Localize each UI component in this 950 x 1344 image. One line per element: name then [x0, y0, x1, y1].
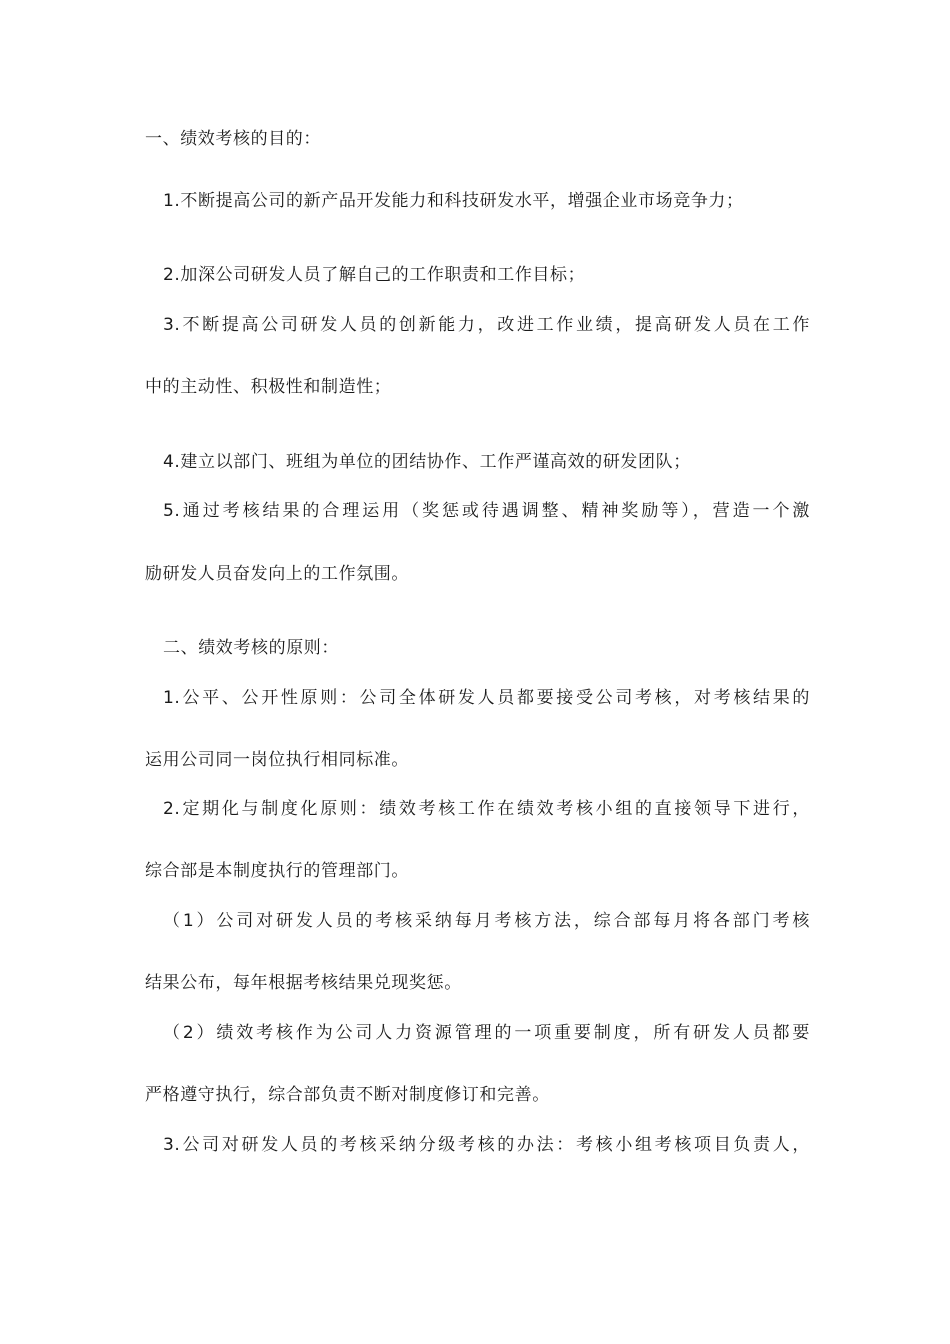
- paragraph-line: 中的主动性、积极性和制造性；: [145, 377, 392, 397]
- paragraph-line: 2.定期化与制度化原则：绩效考核工作在绩效考核小组的直接领导下进行，: [163, 799, 810, 819]
- paragraph-line: 结果公布，每年根据考核结果兑现奖惩。: [145, 973, 462, 993]
- paragraph-line: 综合部是本制度执行的管理部门。: [145, 861, 409, 881]
- paragraph-line: （1）公司对研发人员的考核采纳每月考核方法，综合部每月将各部门考核: [163, 911, 810, 931]
- paragraph-line: 4.建立以部门、班组为单位的团结协作、工作严谨高效的研发团队；: [163, 452, 691, 472]
- paragraph-line: （2）绩效考核作为公司人力资源管理的一项重要制度，所有研发人员都要: [163, 1023, 810, 1043]
- paragraph-line: 严格遵守执行，综合部负责不断对制度修订和完善。: [145, 1085, 550, 1105]
- section-heading-principles: 二、绩效考核的原则：: [163, 638, 339, 658]
- paragraph-line: 运用公司同一岗位执行相同标准。: [145, 750, 409, 770]
- paragraph-line: 3.公司对研发人员的考核采纳分级考核的办法：考核小组考核项目负责人，: [163, 1135, 810, 1155]
- paragraph-line: 5.通过考核结果的合理运用（奖惩或待遇调整、精神奖励等），营造一个激: [163, 501, 810, 521]
- paragraph-line: 励研发人员奋发向上的工作氛围。: [145, 564, 409, 584]
- paragraph-line: 1.公平、公开性原则：公司全体研发人员都要接受公司考核，对考核结果的: [163, 688, 810, 708]
- paragraph-line: 1.不断提高公司的新产品开发能力和科技研发水平，增强企业市场竞争力；: [163, 191, 744, 211]
- paragraph-line: 2.加深公司研发人员了解自己的工作职责和工作目标；: [163, 265, 586, 285]
- section-heading-purpose: 一、绩效考核的目的：: [145, 129, 321, 149]
- paragraph-line: 3.不断提高公司研发人员的创新能力，改进工作业绩，提高研发人员在工作: [163, 315, 810, 335]
